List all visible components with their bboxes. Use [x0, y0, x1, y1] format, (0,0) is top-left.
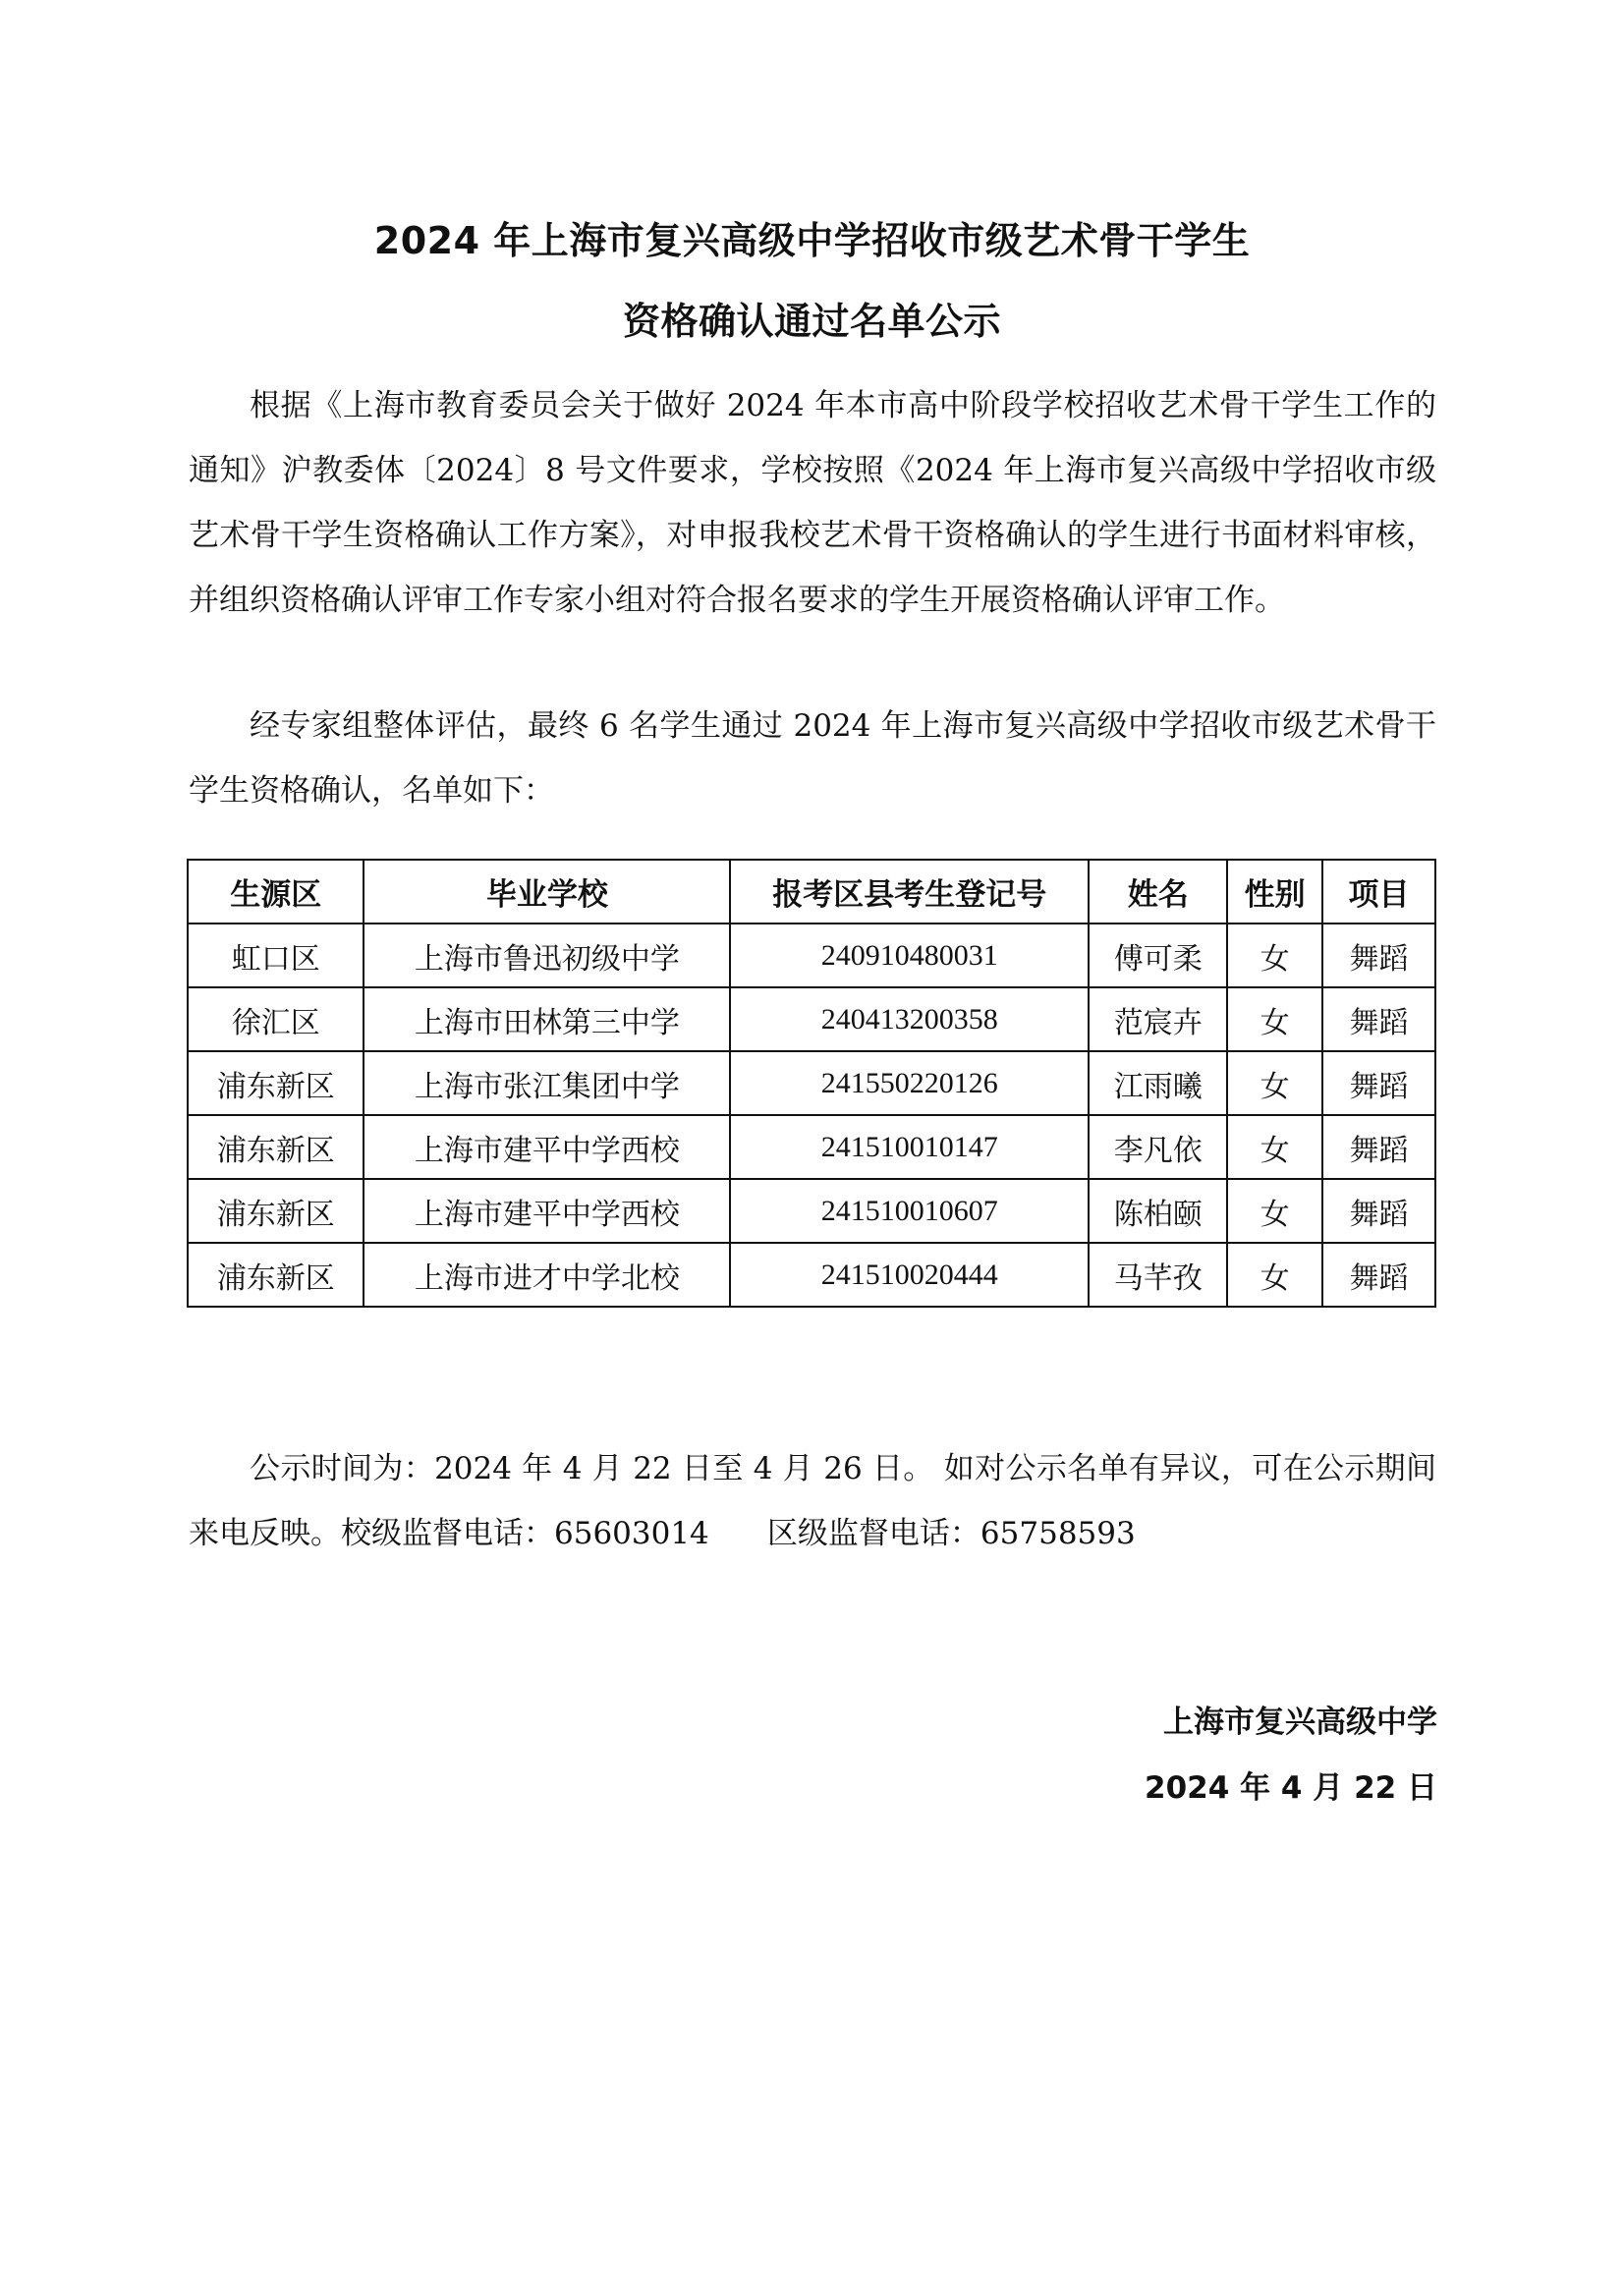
cell-gender: 女 [1227, 1051, 1322, 1115]
cell-program: 舞蹈 [1322, 924, 1435, 987]
cell-registration-number: 241550220126 [730, 1051, 1089, 1115]
table-row [188, 1243, 1435, 1307]
cell-program: 舞蹈 [1322, 1179, 1435, 1243]
cell-district: 浦东新区 [188, 1179, 364, 1243]
student-list-table [187, 859, 1436, 1308]
cell-name: 江雨曦 [1089, 1051, 1227, 1115]
document-title-line1: 2024 年上海市复兴高级中学招收市级艺术骨干学生 [373, 219, 1251, 262]
cell-registration-number: 241510010147 [730, 1115, 1089, 1179]
table-header-row [188, 860, 1435, 924]
cell-district: 浦东新区 [188, 1051, 364, 1115]
cell-gender: 女 [1227, 1115, 1322, 1179]
cell-gender: 女 [1227, 1243, 1322, 1307]
cell-name: 李凡依 [1089, 1115, 1227, 1179]
cell-school: 上海市张江集团中学 [364, 1051, 730, 1115]
cell-registration-number: 240910480031 [730, 924, 1089, 987]
intro-paragraph: 根据《上海市教育委员会关于做好 2024 年本市高中阶段学校招收艺术骨干学生工作的通知》沪教委体〔2024〕8 号文件要求，学校按照《2024 年上海市复兴高级中学招收市级艺术骨干学生资格确认工作方案》，对申报我校艺术骨干资格确认的学生进行书面材料审核，并组织资格确认评审工作专家小组对符合报名要求的学生开展资格确认评审工作。 [189, 388, 1436, 618]
header-district: 生源区 [188, 860, 364, 924]
cell-registration-number: 241510010607 [730, 1179, 1089, 1243]
cell-school: 上海市建平中学西校 [364, 1115, 730, 1179]
cell-registration-number: 240413200358 [730, 987, 1089, 1051]
header-gender: 性别 [1227, 860, 1322, 924]
cell-name: 傅可柔 [1089, 924, 1227, 987]
cell-gender: 女 [1227, 987, 1322, 1051]
cell-name: 马芊孜 [1089, 1243, 1227, 1307]
publicity-notice [189, 1436, 1436, 1566]
cell-program: 舞蹈 [1322, 1051, 1435, 1115]
cell-district: 浦东新区 [188, 1115, 364, 1179]
header-school: 毕业学校 [364, 860, 730, 924]
signature-organization: 上海市复兴高级中学 [1163, 1705, 1437, 1740]
cell-program: 舞蹈 [1322, 1115, 1435, 1179]
publicity-period-text: 公示时间为：2024 年 4 月 22 日至 4 月 26 日。 如对公示名单有异议，可在公示期间来电反映。 [189, 1451, 1436, 1551]
cell-registration-number: 241510020444 [730, 1243, 1089, 1307]
cell-district: 虹口区 [188, 924, 364, 987]
header-program: 项目 [1322, 860, 1435, 924]
table-row [188, 1115, 1435, 1179]
cell-school: 上海市鲁迅初级中学 [364, 924, 730, 987]
signature-date: 2024 年 4 月 22 日 [1145, 1770, 1437, 1806]
table-row [188, 1051, 1435, 1115]
school-supervision-phone: 校级监督电话：65603014 [341, 1516, 709, 1551]
cell-gender: 女 [1227, 924, 1322, 987]
table-row [188, 1179, 1435, 1243]
cell-name: 陈柏颐 [1089, 1179, 1227, 1243]
cell-gender: 女 [1227, 1179, 1322, 1243]
document-title-line2: 资格确认通过名单公示 [622, 300, 1001, 343]
cell-district: 浦东新区 [188, 1243, 364, 1307]
phone-gap [709, 1516, 767, 1551]
cell-school: 上海市建平中学西校 [364, 1179, 730, 1243]
cell-program: 舞蹈 [1322, 987, 1435, 1051]
table-row [188, 987, 1435, 1051]
table-row [188, 924, 1435, 987]
cell-name: 范宸卉 [1089, 987, 1227, 1051]
cell-school: 上海市田林第三中学 [364, 987, 730, 1051]
header-name: 姓名 [1089, 860, 1227, 924]
cell-school: 上海市进才中学北校 [364, 1243, 730, 1307]
header-registration-number: 报考区县考生登记号 [730, 860, 1089, 924]
result-paragraph: 经专家组整体评估，最终 6 名学生通过 2024 年上海市复兴高级中学招收市级艺术骨干学生资格确认，名单如下： [189, 708, 1436, 809]
district-supervision-phone: 区级监督电话：65758593 [766, 1516, 1136, 1551]
cell-program: 舞蹈 [1322, 1243, 1435, 1307]
cell-district: 徐汇区 [188, 987, 364, 1051]
